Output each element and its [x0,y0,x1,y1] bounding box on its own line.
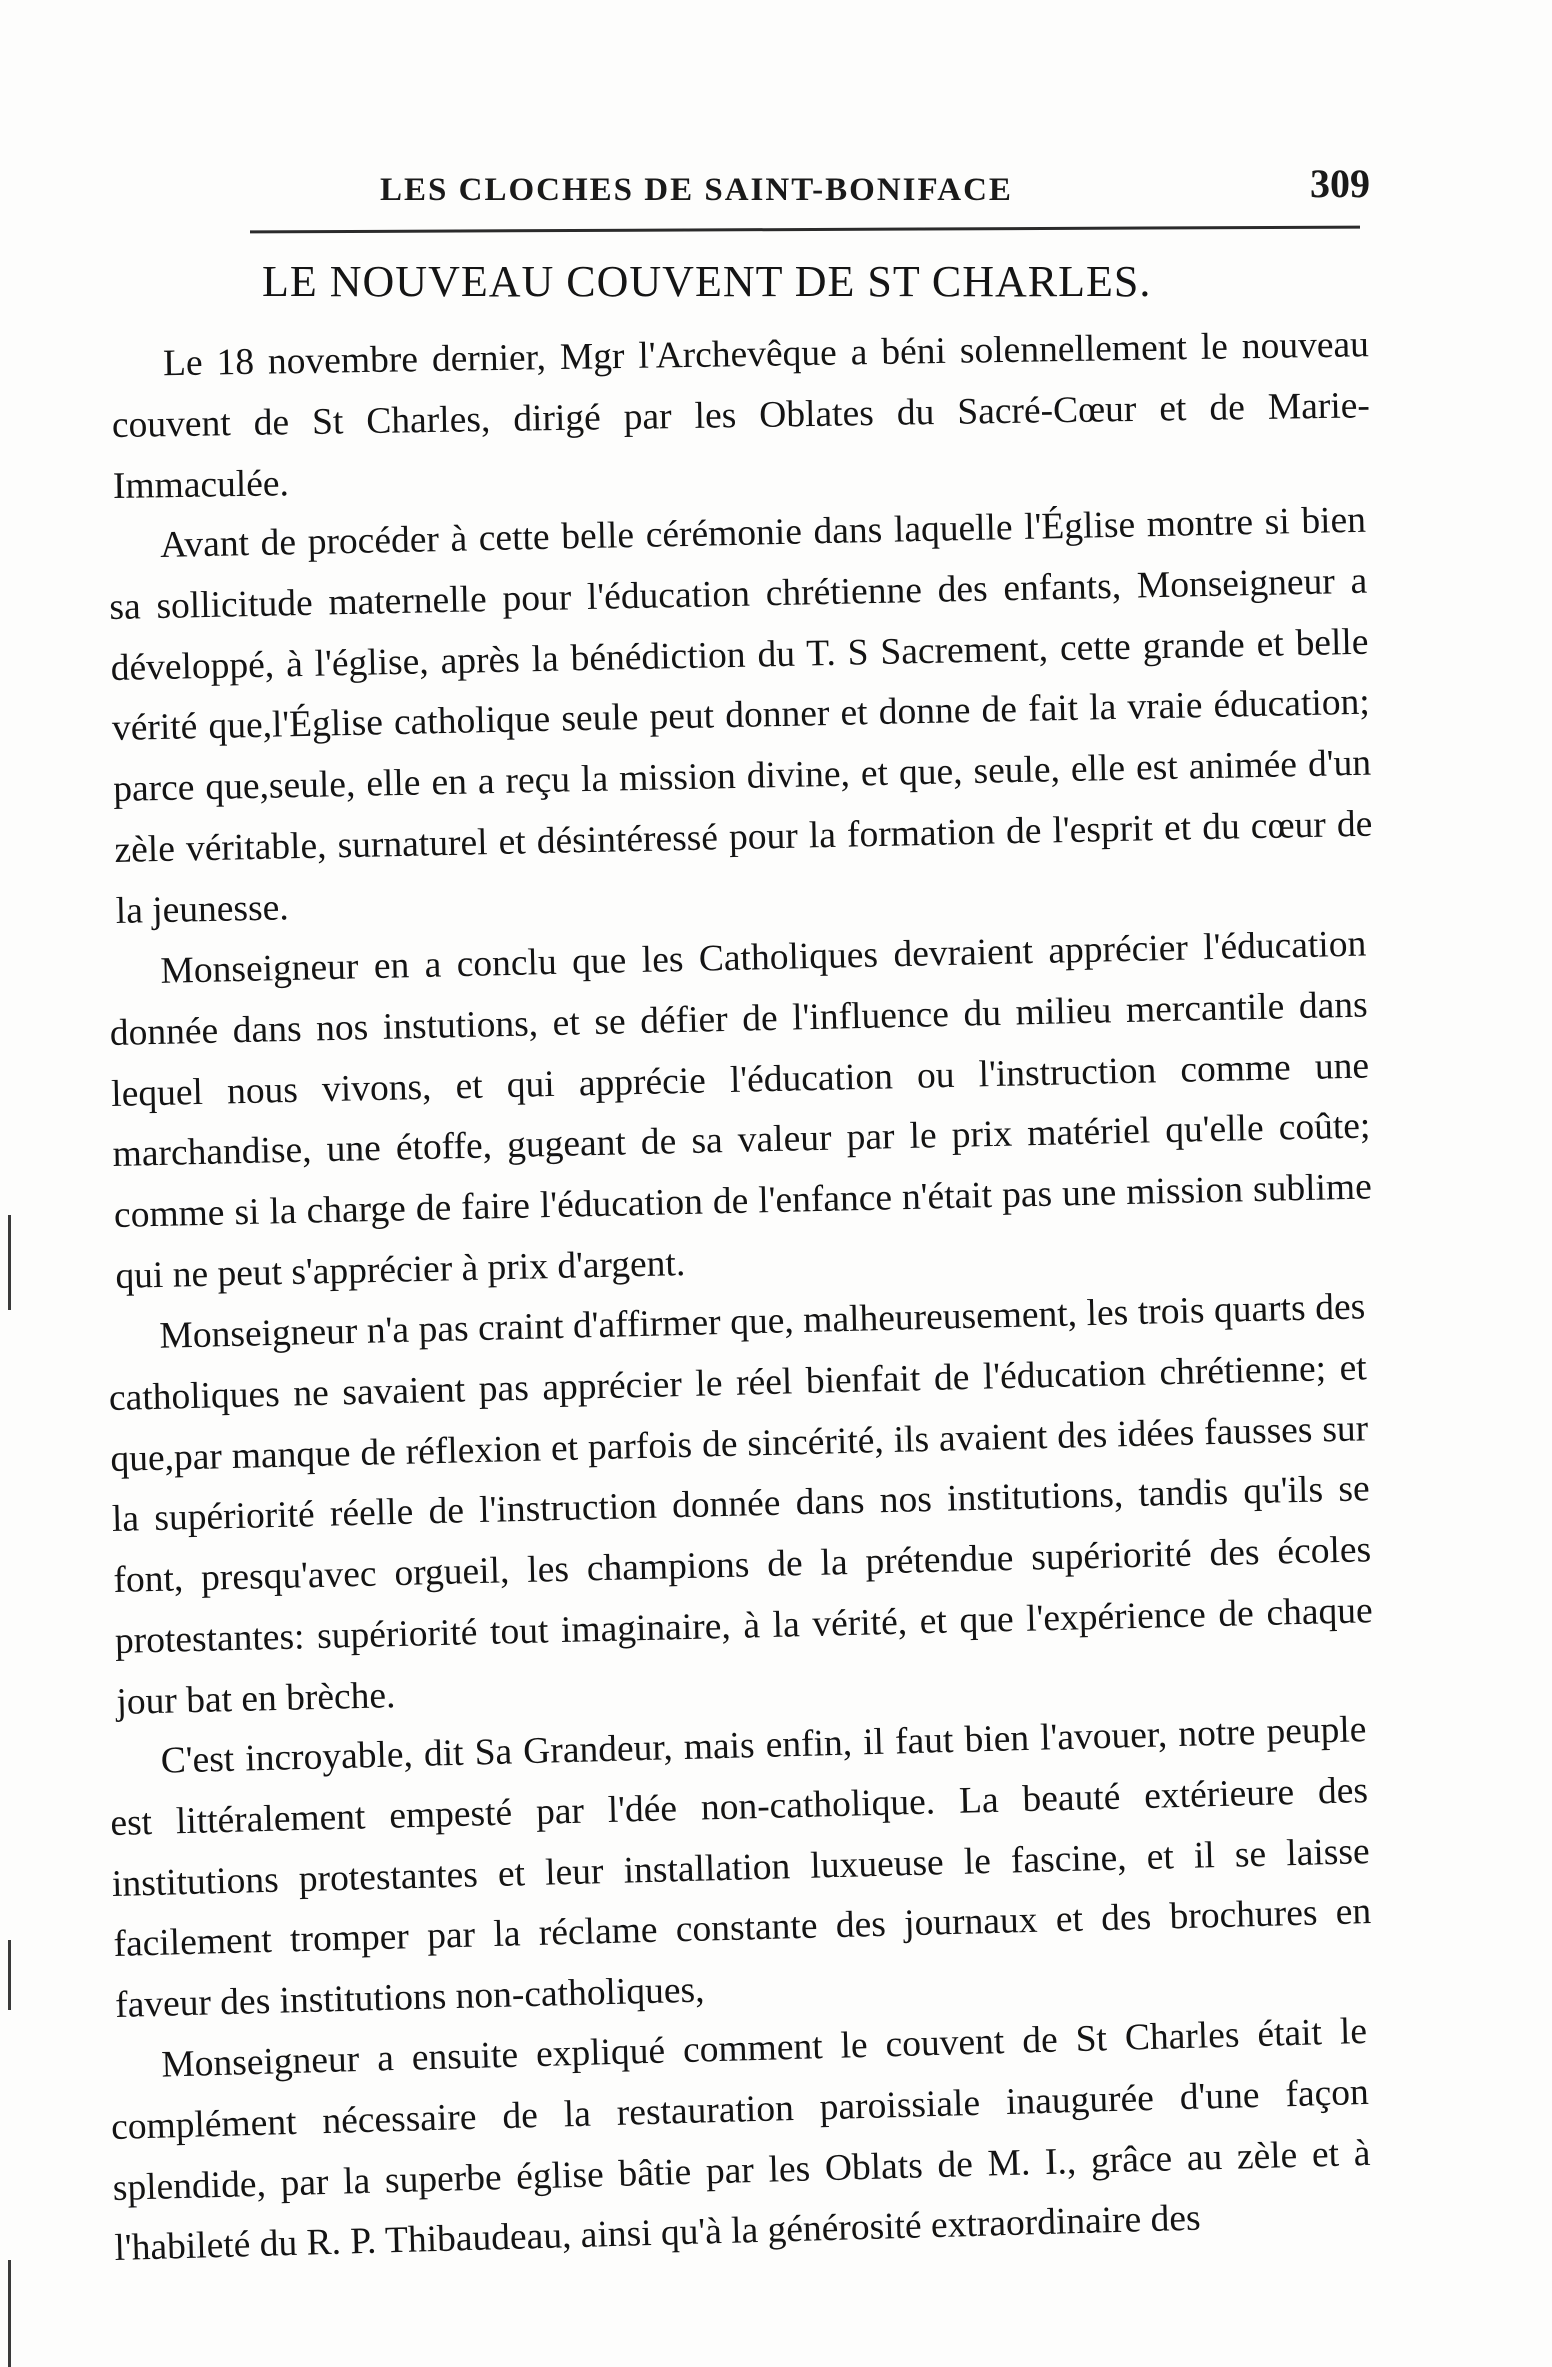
article-body [108,324,1374,2281]
article-title: LE NOUVEAU COUVENT DE ST CHARLES. [262,257,1152,306]
scan-margin-mark [8,1215,11,1310]
paragraph: C'est incroyable, dit Sa Grandeur, mais enfin, il faut bien l'avouer, notre peuple est littéralement empesté par l'dée non-catholique. La beauté extérieure des institutions protestantes et leur installation luxueuse le fascine, et il se laisse facilement tromper par la réclame constante des journaux et des brochures en faveur des institutions non-catholiques, [109,1709,1372,2027]
paragraph: Le 18 novembre dernier, Mgr l'Archevêque a béni solennellement le nouveau couvent de St Charles, dirigé par les Oblates du Sacré-Cœur et de Marie-Immaculée. [111,324,1371,507]
paragraph: Monseigneur n'a pas craint d'affirmer que, malheureusement, les trois quarts des catholiques ne savaient pas apprécier le réel bienfait de l'éducation chrétienne; et que,par manque de réflexion et parfois de sincérité, ils avaient des idées fausses sur la supériorité réelle de l'instruction donnée dans nos institutions, tandis qu'ils se font, presqu'avec orgueil, les champions de la prétendue supériorité des écoles protestantes: supériorité tout imaginaire, à la vérité, et que l'expérience de chaque jour bat en brèche. [108,1286,1374,1723]
paragraph: Avant de procéder à cette belle cérémonie dans laquelle l'Église montre si bien sa sollicitude maternelle pour l'éducation chrétienne des enfants, Monseigneur a développé, à l'église, après la bénédiction du T. S Sacrement, cette grande et belle vérité que,l'Église catholique seule peut donner et donne de fait la vraie éducation; parce que,seule, elle en a reçu la mission divine, et que, seule, elle est animée d'un zèle véritable, surnaturel et désintéressé pour la formation de l'esprit et du cœur de la jeunesse. [109,500,1373,933]
paragraph: Monseigneur a ensuite expliqué comment le couvent de St Charles était le complément nécessaire de la restauration paroissiale inaugurée d'une façon splendide, par la superbe église bâtie par les Oblats de M. I., grâce au zèle et à l'habileté du R. P. Thibaudeau, ainsi qu'à la générosité extraordinaire des [110,2011,1371,2270]
running-title: LES CLOCHES DE SAINT-BONIFACE [380,172,1013,208]
scan-margin-mark [8,2260,11,2367]
page-number: 309 [1310,161,1370,206]
header-rule [250,226,1360,234]
scan-margin-mark [8,1940,11,2010]
paragraph: Monseigneur en a conclu que les Catholiques devraient apprécier l'éducation donnée dans nos instutions, et se défier de l'influence du milieu mercantile dans lequel nous vivons, et qui apprécie l'éducation ou l'instruction comme une marchandise, une étoffe, gugeant de sa valeur par le prix matériel qu'elle coûte; comme si la charge de faire l'éducation de l'enfance n'était pas une mission sublime qui ne peut s'apprécier à prix d'argent. [109,923,1373,1297]
